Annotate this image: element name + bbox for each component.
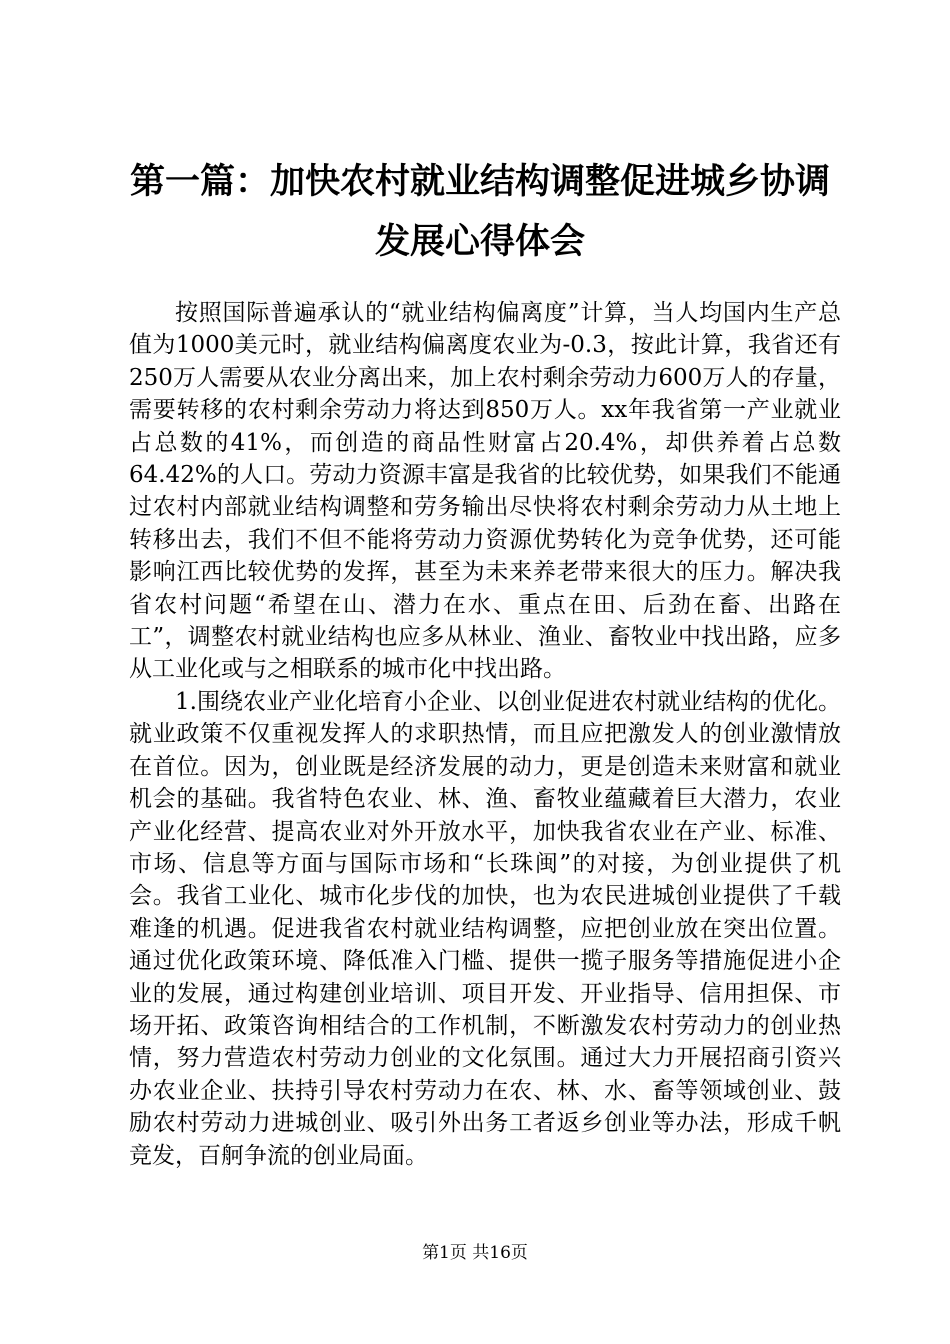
body-paragraph: 按照国际普遍承认的“就业结构偏离度”计算，当人均国内生产总值为1000美元时，就业结构偏离度农业为-0.3，按此计算，我省还有250万人需要从农业分离出来，加上农村剩余劳动力600万人的存量，需要转移的农村剩余劳动力将达到850万人。xx年我省第一产业就业占总数的41%，而创造的商品性财富占20.4%，却供养着占总数64.42%的人口。劳动力资源丰富是我省的比较优势，如果我们不能通过农村内部就业结构调整和劳务输出尽快将农村剩余劳动力从土地上转移出去，我们不但不能将劳动力资源优势转化为竞争优势，还可能影响江西比较优势的发挥，甚至为未来养老带来很大的压力。解决我省农村问题“希望在山、潜力在水、重点在田、后劲在畜、出路在工”，调整农村就业结构也应多从林业、渔业、畜牧业中找出路，应多从工业化或与之相联系的城市化中找出路。 — [129, 300, 841, 683]
document-body — [129, 297, 841, 1172]
document-title-line-2: 发展心得体会 — [374, 221, 585, 262]
document-title-line-1: 第一篇：加快农村就业结构调整促进城乡协调 — [129, 161, 830, 202]
body-paragraph: 1.围绕农业产业化培育小企业、以创业促进农村就业结构的优化。就业政策不仅重视发挥人的求职热情，而且应把激发人的创业激情放在首位。因为，创业既是经济发展的动力，更是创造未来财富和就业机会的基础。我省特色农业、林、渔、畜牧业蕴藏着巨大潜力，农业产业化经营、提高农业对外开放水平，加快我省农业在产业、标准、市场、信息等方面与国际市场和“长珠闽”的对接，为创业提供了机会。我省工业化、城市化步伐的加快，也为农民进城创业提供了千载难逢的机遇。促进我省农村就业结构调整，应把创业放在突出位置。通过优化政策环境、降低准入门槛、提供一揽子服务等措施促进小企业的发展，通过构建创业培训、项目开发、开业指导、信用担保、市场开拓、政策咨询相结合的工作机制，不断激发农村劳动力的创业热情，努力营造农村劳动力创业的文化氛围。通过大力开展招商引资兴办农业企业、扶持引导农村劳动力在农、林、水、畜等领域创业、鼓励农村劳动力进城创业、吸引外出务工者返乡创业等办法，形成千帆竞发，百舸争流的创业局面。 — [129, 688, 841, 1169]
page-footer: 第1页 共16页 — [422, 1243, 528, 1263]
